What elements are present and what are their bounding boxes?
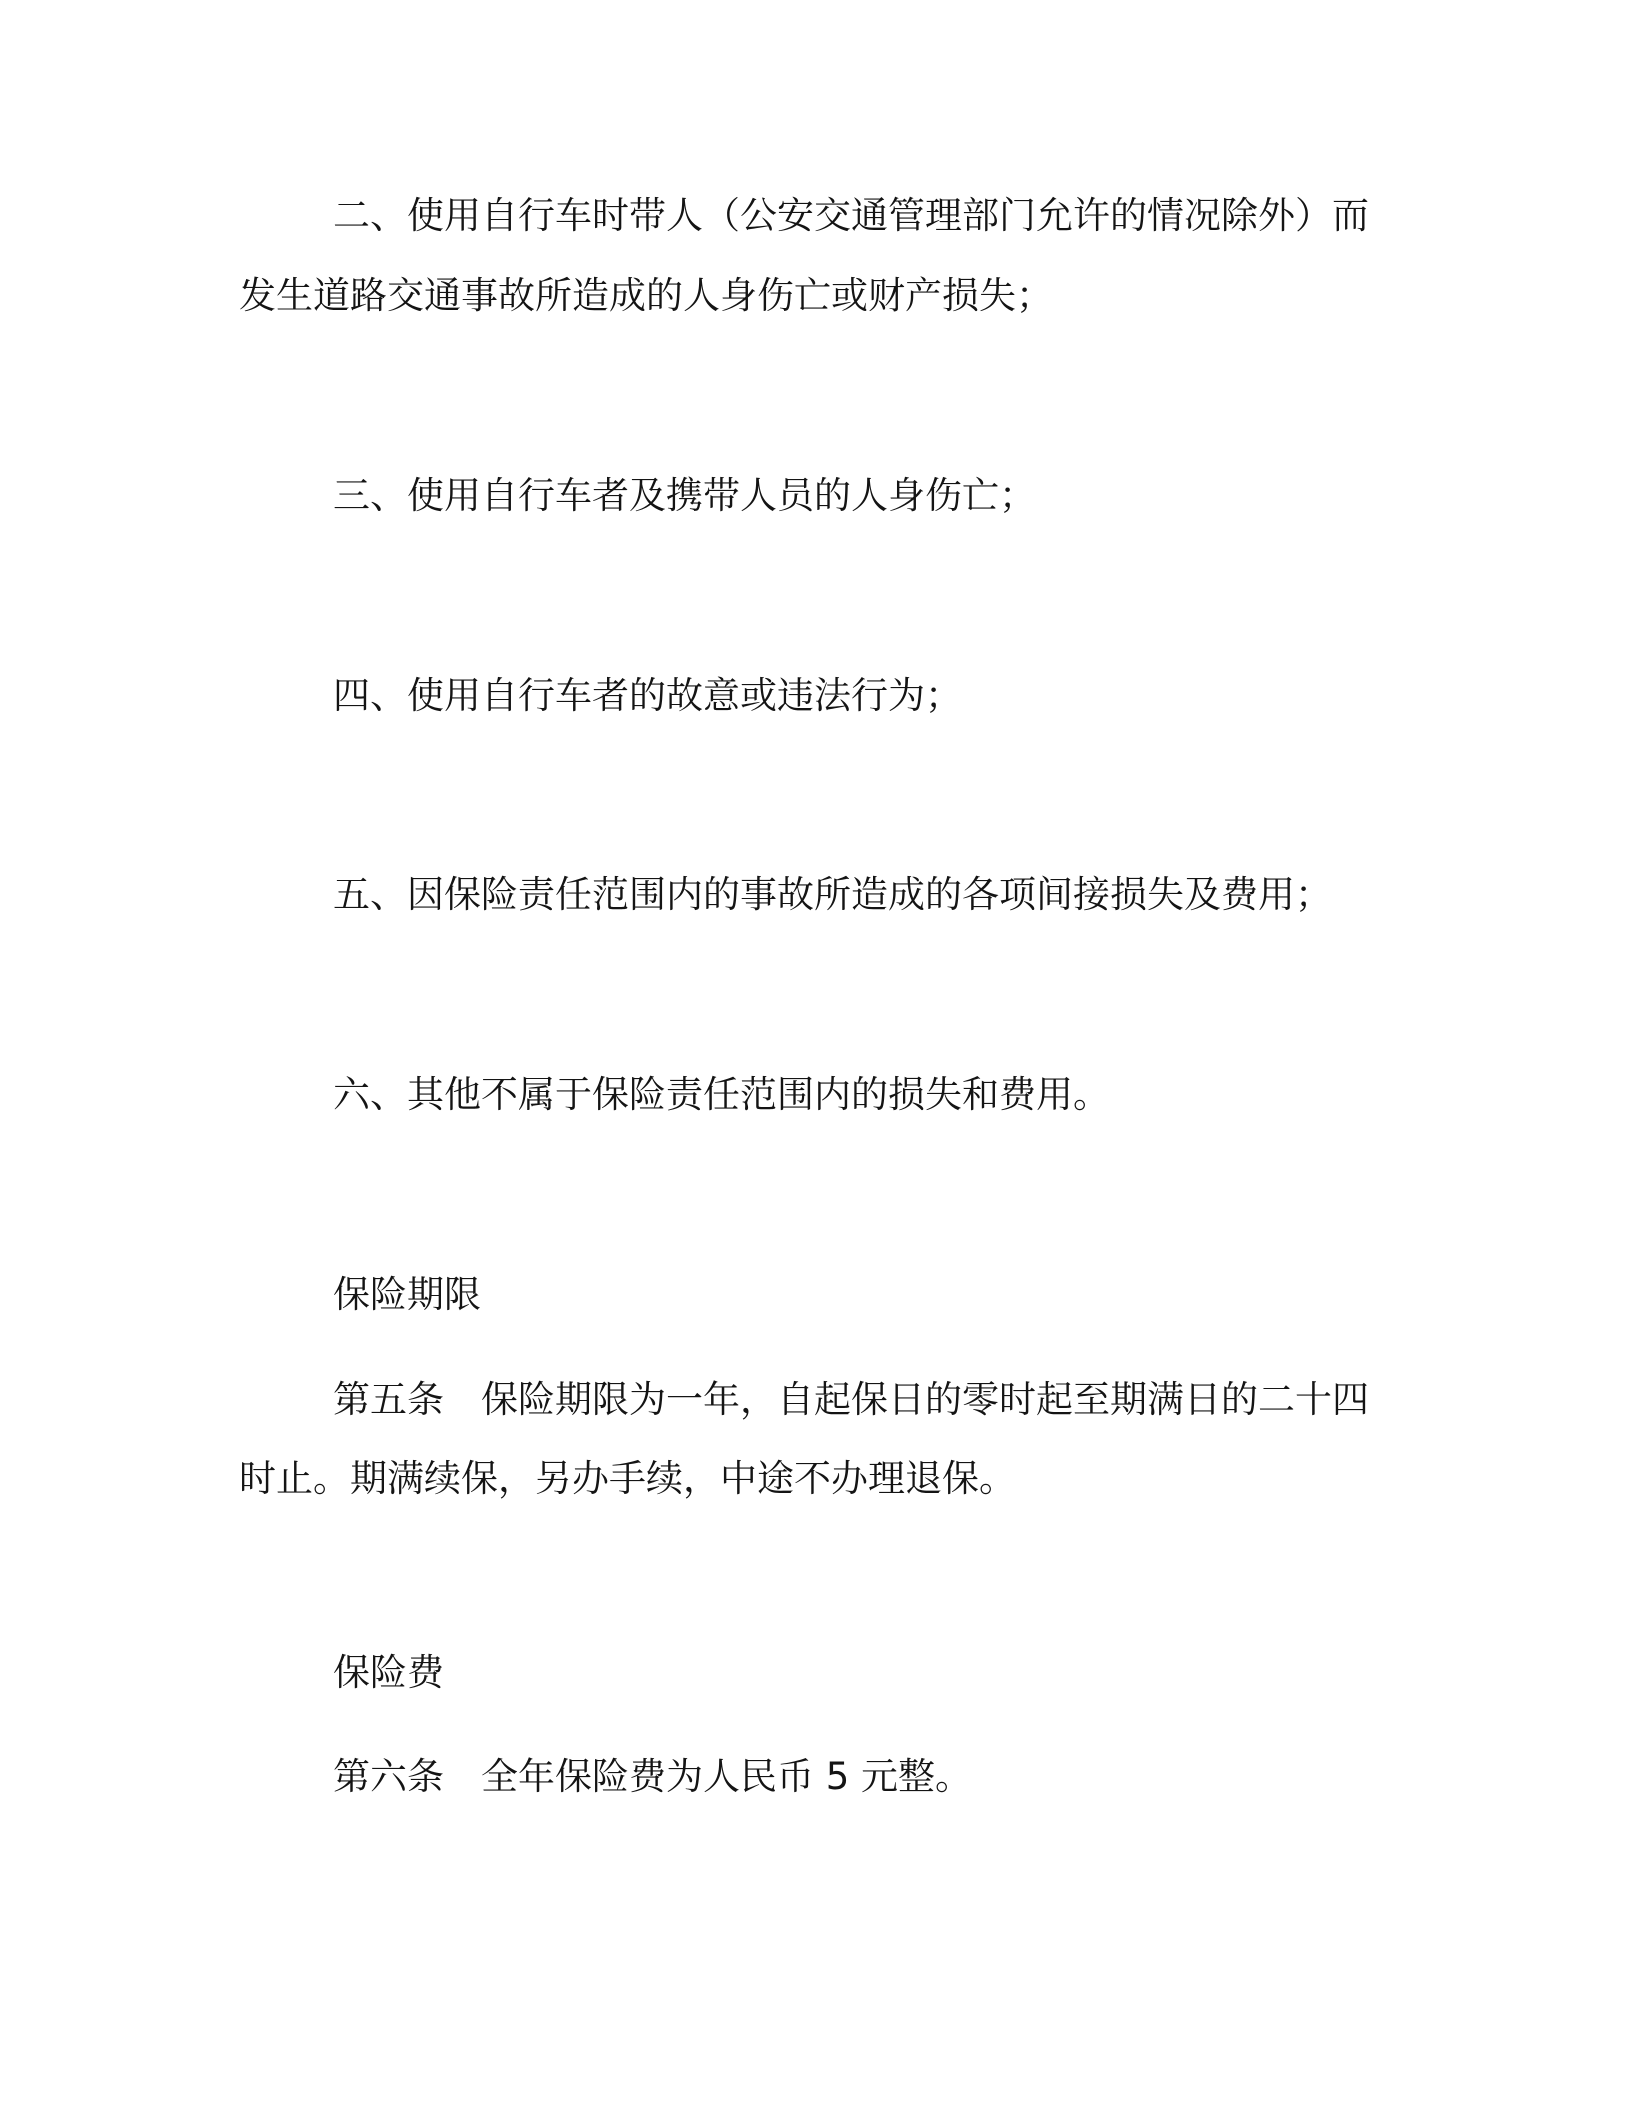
exclusion-item-4: 四、使用自行车者的故意或违法行为； [333,674,962,717]
section-heading-period: 保险期限 [333,1273,481,1316]
article-5-line-2: 时止。期满续保，另办手续，中途不办理退保。 [239,1457,1016,1500]
exclusion-item-6: 六、其他不属于保险责任范围内的损失和费用。 [333,1073,1110,1116]
exclusion-item-5: 五、因保险责任范围内的事故所造成的各项间接损失及费用； [333,873,1332,916]
exclusion-item-3: 三、使用自行车者及携带人员的人身伤亡； [333,474,1036,517]
exclusion-item-2-line-2: 发生道路交通事故所造成的人身伤亡或财产损失； [239,274,1053,317]
article-6: 第六条 全年保险费为人民币 5 元整。 [333,1755,973,1798]
section-heading-premium: 保险费 [333,1651,444,1694]
exclusion-item-2-line-1: 二、使用自行车时带人（公安交通管理部门允许的情况除外）而 [333,194,1369,237]
article-5-line-1: 第五条 保险期限为一年，自起保日的零时起至期满日的二十四 [333,1378,1369,1421]
